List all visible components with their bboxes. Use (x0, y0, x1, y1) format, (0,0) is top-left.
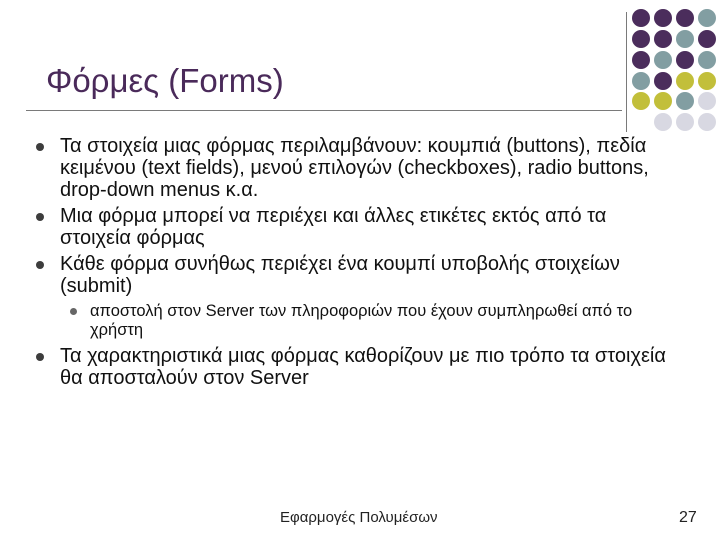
bullet-item (36, 135, 676, 201)
slide-title: Φόρμες (Forms) (46, 62, 284, 99)
bullet-list (36, 135, 676, 393)
bullet-item (36, 205, 676, 249)
bullet-item (36, 253, 676, 297)
vertical-divider (626, 12, 627, 132)
decorative-dot (676, 72, 694, 90)
decorative-dot (676, 30, 694, 48)
footer-text: Εφαρμογές Πολυμέσων (280, 509, 438, 526)
decorative-dot (654, 30, 672, 48)
bullet-text: Κάθε φόρμα συνήθως περιέχει ένα κουμπί υποβολής στοιχείων (submit) (60, 253, 620, 297)
decorative-dot (676, 51, 694, 69)
decorative-dot (676, 113, 694, 131)
bullet-text: Τα στοιχεία μιας φόρμας περιλαμβάνουν: κουμπιά (buttons), πεδία κειμένου (text fields), μενού επιλογών (checkboxes), radio buttons, drop-down menus κ.α. (60, 135, 649, 201)
decorative-dot (632, 72, 650, 90)
decorative-dot (632, 51, 650, 69)
sub-bullet-item (36, 302, 676, 340)
decorative-dot (632, 30, 650, 48)
bullet-item (36, 345, 676, 389)
bullet-dot (36, 213, 44, 221)
decorative-dot (632, 9, 650, 27)
decorative-dot (676, 9, 694, 27)
bullet-dot (36, 353, 44, 361)
bullet-dot (36, 261, 44, 269)
decorative-dot (654, 9, 672, 27)
bullet-dot (36, 143, 44, 151)
page-number: 27 (679, 509, 697, 526)
title-underline (26, 110, 622, 111)
decorative-dot (698, 113, 716, 131)
sub-bullet-dot (70, 308, 77, 315)
sub-bullet-text: αποστολή στον Server των πληροφοριών που έχουν συμπληρωθεί από το χρήστη (90, 302, 633, 339)
decorative-dot (654, 113, 672, 131)
decorative-dot (698, 30, 716, 48)
bullet-text: Τα χαρακτηριστικά μιας φόρμας καθορίζουν με πιο τρόπο τα στοιχεία θα αποσταλούν στον Server (60, 345, 666, 389)
decorative-dot (698, 72, 716, 90)
decorative-dot (632, 92, 650, 110)
decorative-dot (654, 92, 672, 110)
decorative-dot (698, 51, 716, 69)
decorative-dot (654, 51, 672, 69)
bullet-text: Μια φόρμα μπορεί να περιέχει και άλλες ετικέτες εκτός από τα στοιχεία φόρμας (60, 205, 607, 249)
decorative-dot (676, 92, 694, 110)
decorative-dot (698, 92, 716, 110)
decorative-dot (698, 9, 716, 27)
decorative-dot (654, 72, 672, 90)
